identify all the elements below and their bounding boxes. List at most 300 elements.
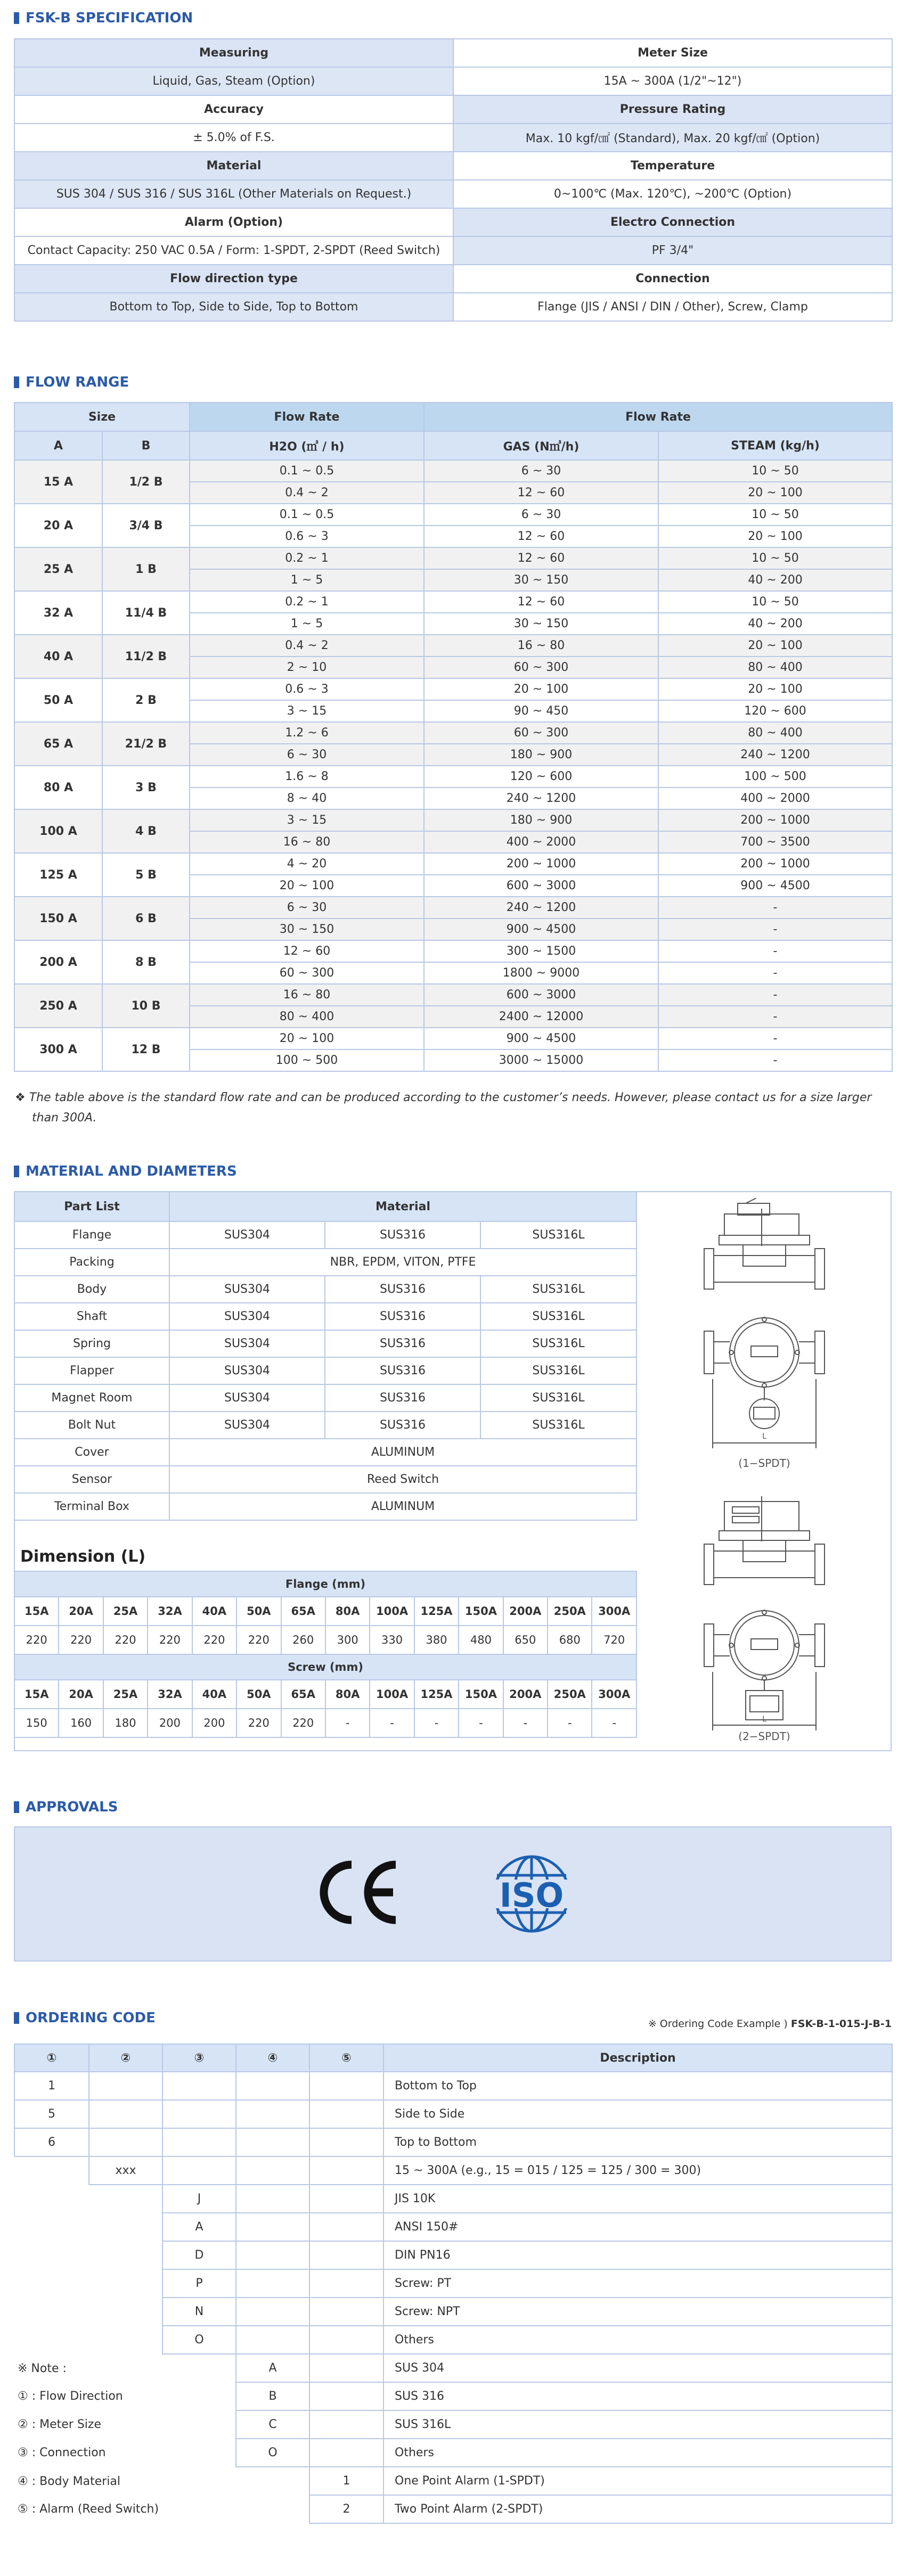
flange-value-cell: 220 xyxy=(103,1626,148,1654)
flow-size-a: 80 A xyxy=(14,766,102,809)
flow-size-b: 21/2 B xyxy=(102,722,190,766)
material-value: SUS316L xyxy=(480,1303,636,1330)
ordering-description: Top to Bottom xyxy=(383,2128,892,2156)
flow-gas-cell: 900 ~ 4500 xyxy=(424,918,658,940)
flow-size-b: 11/2 B xyxy=(102,635,190,678)
ordering-code-cell: C xyxy=(236,2410,309,2439)
material-value: SUS304 xyxy=(169,1330,325,1357)
ordering-row xyxy=(14,2185,892,2213)
drawing-1-caption: (1−SPDT) xyxy=(738,1457,790,1470)
flow-gas-cell: 600 ~ 3000 xyxy=(424,875,658,897)
flow-steam-cell: 400 ~ 2000 xyxy=(658,787,892,809)
ordering-code-cell xyxy=(309,2185,383,2213)
flow-gas-cell: 12 ~ 60 xyxy=(424,547,658,569)
ordering-code-cell xyxy=(162,2100,236,2128)
ordering-note-area xyxy=(14,2156,89,2185)
iso-logo-text: ISO xyxy=(499,1876,564,1915)
drawing-2-l-label: L xyxy=(762,1715,766,1724)
ordering-description: Others xyxy=(383,2326,892,2354)
material-section-title: MATERIAL AND DIAMETERS xyxy=(14,1162,237,1181)
flow-steam-cell: 10 ~ 50 xyxy=(658,504,892,526)
screw-size-cell: 80A xyxy=(325,1680,370,1709)
dimension-screw-title-row xyxy=(14,1654,636,1680)
ordering-description: Others xyxy=(383,2439,892,2467)
flow-gas-cell: 240 ~ 1200 xyxy=(424,897,658,918)
material-part-name: Terminal Box xyxy=(14,1493,169,1520)
spec-label: Connection xyxy=(453,265,892,293)
flow-h2o-cell: 0.1 ~ 0.5 xyxy=(190,460,424,482)
flow-steam-cell: 200 ~ 1000 xyxy=(658,853,892,875)
flow-size-a: 300 A xyxy=(14,1028,102,1071)
flange-value-cell: 220 xyxy=(192,1626,236,1654)
material-value: SUS304 xyxy=(169,1412,325,1439)
material-value: SUS316L xyxy=(480,1384,636,1412)
spec-value: PF 3/4" xyxy=(453,236,892,265)
ordering-example-code: FSK-B-1-015-J-B-1 xyxy=(790,2018,892,2030)
material-part-name: Packing xyxy=(14,1249,169,1276)
ordering-note-area xyxy=(14,2326,162,2354)
flow-steam-cell: - xyxy=(658,984,892,1006)
ordering-header-row xyxy=(14,2044,892,2072)
ordering-description: 15 ~ 300A (e.g., 15 = 015 / 125 = 125 / 300 = 300) xyxy=(383,2156,892,2185)
material-part-name: Body xyxy=(14,1276,169,1303)
spec-value: Bottom to Top, Side to Side, Top to Bottom xyxy=(14,293,453,321)
ordering-row xyxy=(14,2213,892,2241)
flow-h2o-cell: 20 ~ 100 xyxy=(190,875,424,897)
flow-h2o-cell: 1.2 ~ 6 xyxy=(190,722,424,744)
flow-note xyxy=(15,1088,888,1128)
flow-size-b: 3 B xyxy=(102,766,190,809)
flow-header-size: Size xyxy=(14,403,190,431)
ordering-code-cell: J xyxy=(162,2185,236,2213)
screw-value-cell: - xyxy=(503,1709,548,1737)
flow-gas-cell: 16 ~ 80 xyxy=(424,635,658,657)
ordering-code-cell xyxy=(162,2072,236,2100)
flange-value-cell: 720 xyxy=(592,1626,636,1654)
ordering-section-title: ORDERING CODE xyxy=(14,2008,156,2028)
material-row xyxy=(14,1384,636,1412)
ordering-row xyxy=(14,2439,892,2467)
dimension-title: Dimension (L) xyxy=(20,1547,146,1566)
ordering-code-cell xyxy=(236,2128,309,2156)
flow-gas-cell: 120 ~ 600 xyxy=(424,766,658,787)
flow-h2o-cell: 0.2 ~ 1 xyxy=(190,591,424,613)
screw-value-cell: - xyxy=(325,1709,370,1737)
spec-label: Electro Connection xyxy=(453,208,892,236)
approvals-panel xyxy=(14,1826,892,1962)
flow-h2o-cell: 60 ~ 300 xyxy=(190,962,424,984)
flow-note-text-1: The table above is the standard flow rate and can be produced according to the customer’s needs. However, please contact us for a size larger xyxy=(29,1091,872,1104)
flow-header-b: B xyxy=(102,431,190,460)
flow-steam-cell: 10 ~ 50 xyxy=(658,591,892,613)
ordering-code-table xyxy=(14,2044,893,2524)
screw-value-cell: - xyxy=(414,1709,459,1737)
spec-value: SUS 304 / SUS 316 / SUS 316L (Other Materials on Request.) xyxy=(14,180,453,208)
flow-h2o-cell: 20 ~ 100 xyxy=(190,1028,424,1049)
flow-h2o-cell: 1 ~ 5 xyxy=(190,569,424,591)
ordering-example xyxy=(648,2018,892,2030)
flange-value-cell: 220 xyxy=(14,1626,59,1654)
ordering-description: Side to Side xyxy=(383,2100,892,2128)
material-value: SUS316L xyxy=(480,1276,636,1303)
flow-steam-cell: - xyxy=(658,962,892,984)
ordering-row xyxy=(14,2326,892,2354)
flow-size-b: 8 B xyxy=(102,940,190,984)
ce-mark-logo xyxy=(319,1859,404,1925)
material-value: SUS316 xyxy=(325,1221,480,1249)
dimension-flange-title: Flange (mm) xyxy=(14,1571,636,1597)
material-value: SUS316 xyxy=(325,1384,480,1412)
screw-value-cell: - xyxy=(592,1709,636,1737)
flow-h2o-cell: 12 ~ 60 xyxy=(190,940,424,962)
screw-size-cell: 125A xyxy=(414,1680,459,1709)
dimension-screw-title: Screw (mm) xyxy=(14,1654,636,1680)
material-value: SUS316 xyxy=(325,1357,480,1384)
flange-value-cell: 650 xyxy=(503,1626,548,1654)
ordering-code-cell xyxy=(309,2326,383,2354)
flow-gas-cell: 3000 ~ 15000 xyxy=(424,1049,658,1071)
flow-gas-cell: 30 ~ 150 xyxy=(424,569,658,591)
ordering-code-cell xyxy=(236,2185,309,2213)
flow-gas-cell: 60 ~ 300 xyxy=(424,722,658,744)
ordering-code-cell: 1 xyxy=(309,2467,383,2495)
material-part-name: Cover xyxy=(14,1439,169,1466)
screw-value-cell: 180 xyxy=(103,1709,148,1737)
flow-gas-cell: 12 ~ 60 xyxy=(424,482,658,504)
flow-steam-cell: 120 ~ 600 xyxy=(658,700,892,722)
material-value: SUS304 xyxy=(169,1303,325,1330)
ordering-note-area xyxy=(14,2241,162,2269)
flow-note-line-2: than 300A. xyxy=(32,1111,97,1125)
flow-size-a: 32 A xyxy=(14,591,102,635)
material-row xyxy=(14,1221,636,1249)
screw-value-cell: 220 xyxy=(281,1709,325,1737)
flow-h2o-cell: 0.4 ~ 2 xyxy=(190,635,424,657)
ordering-header-cell: Description xyxy=(383,2044,892,2072)
flow-h2o-cell: 0.6 ~ 3 xyxy=(190,678,424,700)
material-value: SUS316L xyxy=(480,1357,636,1384)
ordering-code-cell: P xyxy=(162,2269,236,2298)
ordering-code-cell xyxy=(309,2213,383,2241)
flow-size-a: 100 A xyxy=(14,809,102,853)
flow-steam-cell: - xyxy=(658,1006,892,1028)
flow-row xyxy=(14,853,892,875)
flow-row xyxy=(14,1028,892,1049)
ordering-description: ANSI 150# xyxy=(383,2213,892,2241)
ordering-description: JIS 10K xyxy=(383,2185,892,2213)
spec-label: Material xyxy=(14,152,453,180)
material-row xyxy=(14,1466,636,1493)
ordering-header-cell: ③ xyxy=(162,2044,236,2072)
flow-steam-cell: 700 ~ 3500 xyxy=(658,831,892,853)
note-diamond-icon: ❖ xyxy=(15,1091,26,1104)
material-header-material: Material xyxy=(169,1192,636,1221)
spec-row xyxy=(14,180,892,208)
flow-h2o-cell: 8 ~ 40 xyxy=(190,787,424,809)
flow-h2o-cell: 80 ~ 400 xyxy=(190,1006,424,1028)
material-header-part: Part List xyxy=(14,1192,169,1221)
flange-size-cell: 32A xyxy=(148,1597,192,1626)
screw-size-cell: 50A xyxy=(236,1680,281,1709)
spec-label: Meter Size xyxy=(453,39,892,67)
ordering-row xyxy=(14,2410,892,2439)
ordering-code-cell: D xyxy=(162,2241,236,2269)
flange-value-cell: 680 xyxy=(548,1626,592,1654)
flow-h2o-cell: 0.2 ~ 1 xyxy=(190,547,424,569)
flow-note-line-1 xyxy=(15,1088,888,1108)
flow-row xyxy=(14,940,892,962)
dimension-table xyxy=(14,1571,637,1738)
material-part-name: Flapper xyxy=(14,1357,169,1384)
spec-value: Contact Capacity: 250 VAC 0.5A / Form: 1-SPDT, 2-SPDT (Reed Switch) xyxy=(14,236,453,265)
ordering-code-cell: A xyxy=(236,2354,309,2382)
flow-size-b: 10 B xyxy=(102,984,190,1028)
material-row xyxy=(14,1493,636,1520)
material-value: ALUMINUM xyxy=(169,1493,636,1520)
flow-h2o-cell: 0.1 ~ 0.5 xyxy=(190,504,424,526)
ordering-code-cell xyxy=(89,2100,162,2128)
spec-value: Liquid, Gas, Steam (Option) xyxy=(14,67,453,95)
spec-label: Pressure Rating xyxy=(453,95,892,124)
ordering-code-cell xyxy=(236,2072,309,2100)
flow-row xyxy=(14,591,892,613)
material-part-name: Bolt Nut xyxy=(14,1412,169,1439)
ordering-code-cell xyxy=(236,2298,309,2326)
screw-size-cell: 32A xyxy=(148,1680,192,1709)
flow-row xyxy=(14,547,892,569)
ordering-code-cell: xxx xyxy=(89,2156,162,2185)
ordering-code-cell xyxy=(309,2439,383,2467)
ordering-header-cell: ④ xyxy=(236,2044,309,2072)
flow-h2o-cell: 0.6 ~ 3 xyxy=(190,526,424,547)
flow-steam-cell: 10 ~ 50 xyxy=(658,460,892,482)
ordering-row xyxy=(14,2354,892,2382)
ordering-row xyxy=(14,2467,892,2495)
flow-h2o-cell: 30 ~ 150 xyxy=(190,918,424,940)
flange-value-cell: 380 xyxy=(414,1626,459,1654)
flange-value-cell: 220 xyxy=(59,1626,103,1654)
ordering-code-cell: O xyxy=(236,2439,309,2467)
flow-h2o-cell: 1 ~ 5 xyxy=(190,613,424,635)
ordering-code-cell: B xyxy=(236,2382,309,2410)
flange-size-cell: 300A xyxy=(592,1597,636,1626)
flange-size-cell: 50A xyxy=(236,1597,281,1626)
ordering-header-cell: ⑤ xyxy=(309,2044,383,2072)
ordering-row xyxy=(14,2298,892,2326)
spec-row xyxy=(14,208,892,236)
flange-size-cell: 20A xyxy=(59,1597,103,1626)
ordering-row xyxy=(14,2495,892,2523)
spec-row xyxy=(14,95,892,124)
ordering-code-cell xyxy=(236,2326,309,2354)
flange-value-cell: 220 xyxy=(236,1626,281,1654)
ordering-row xyxy=(14,2269,892,2298)
flow-size-a: 25 A xyxy=(14,547,102,591)
spec-label: Flow direction type xyxy=(14,265,453,293)
flow-h2o-cell: 3 ~ 15 xyxy=(190,809,424,831)
ordering-code-cell xyxy=(162,2156,236,2185)
ordering-note-line: ② : Meter Size xyxy=(14,2410,236,2439)
flow-steam-cell: - xyxy=(658,1028,892,1049)
flow-size-b: 12 B xyxy=(102,1028,190,1071)
ordering-code-cell xyxy=(309,2410,383,2439)
material-value: SUS304 xyxy=(169,1221,325,1249)
ordering-code-cell xyxy=(309,2241,383,2269)
flange-value-cell: 480 xyxy=(459,1626,503,1654)
material-value: SUS316L xyxy=(480,1330,636,1357)
flow-header-gas: GAS (N㎥/h) xyxy=(424,431,658,460)
ordering-code-cell xyxy=(309,2298,383,2326)
flow-size-a: 125 A xyxy=(14,853,102,897)
flow-row xyxy=(14,722,892,744)
flow-gas-cell: 2400 ~ 12000 xyxy=(424,1006,658,1028)
ordering-code-cell: N xyxy=(162,2298,236,2326)
flow-h2o-cell: 2 ~ 10 xyxy=(190,657,424,678)
screw-value-cell: 220 xyxy=(236,1709,281,1737)
flow-gas-cell: 12 ~ 60 xyxy=(424,526,658,547)
flow-h2o-cell: 16 ~ 80 xyxy=(190,984,424,1006)
screw-value-cell: - xyxy=(370,1709,414,1737)
ordering-description: SUS 316 xyxy=(383,2382,892,2410)
spec-row xyxy=(14,293,892,321)
ordering-note-area xyxy=(14,2213,162,2241)
flow-steam-cell: - xyxy=(658,940,892,962)
ordering-code-cell: 1 xyxy=(14,2072,89,2100)
screw-size-cell: 250A xyxy=(548,1680,592,1709)
flow-h2o-cell: 6 ~ 30 xyxy=(190,897,424,918)
spec-label: Measuring xyxy=(14,39,453,67)
drawing-1-l-label: L xyxy=(762,1432,766,1441)
ordering-header-cell: ② xyxy=(89,2044,162,2072)
ordering-code-cell: A xyxy=(162,2213,236,2241)
flange-size-cell: 40A xyxy=(192,1597,236,1626)
ordering-code-cell xyxy=(309,2156,383,2185)
dimension-flange-title-row xyxy=(14,1571,636,1597)
flow-gas-cell: 30 ~ 150 xyxy=(424,613,658,635)
flow-size-a: 50 A xyxy=(14,678,102,722)
material-part-name: Sensor xyxy=(14,1466,169,1493)
spec-value: Max. 10 kgf/㎠ (Standard), Max. 20 kgf/㎠ (Option) xyxy=(453,124,892,152)
spec-row xyxy=(14,152,892,180)
material-part-name: Shaft xyxy=(14,1303,169,1330)
ordering-row xyxy=(14,2128,892,2156)
flow-h2o-cell: 3 ~ 15 xyxy=(190,700,424,722)
ordering-description: SUS 304 xyxy=(383,2354,892,2382)
spec-value: 0~100℃ (Max. 120℃), ~200℃ (Option) xyxy=(453,180,892,208)
ordering-code-cell xyxy=(309,2128,383,2156)
ordering-code-cell xyxy=(309,2072,383,2100)
screw-value-cell: 150 xyxy=(14,1709,59,1737)
screw-size-cell: 20A xyxy=(59,1680,103,1709)
screw-size-cell: 100A xyxy=(370,1680,414,1709)
ordering-code-cell xyxy=(89,2072,162,2100)
ordering-note-area xyxy=(14,2298,162,2326)
flow-header-steam: STEAM (kg/h) xyxy=(658,431,892,460)
ordering-code-cell xyxy=(236,2213,309,2241)
flow-steam-cell: 20 ~ 100 xyxy=(658,635,892,657)
flange-size-cell: 80A xyxy=(325,1597,370,1626)
material-value: NBR, EPDM, VITON, PTFE xyxy=(169,1249,636,1276)
flow-header-flowrate-2: Flow Rate xyxy=(424,403,892,431)
flow-h2o-cell: 4 ~ 20 xyxy=(190,853,424,875)
flow-steam-cell: 80 ~ 400 xyxy=(658,722,892,744)
screw-value-cell: 160 xyxy=(59,1709,103,1737)
flow-header-h2o: H2O (㎥ / h) xyxy=(190,431,424,460)
approvals-section-title: APPROVALS xyxy=(14,1798,118,1817)
material-value: SUS316L xyxy=(480,1412,636,1439)
material-value: SUS304 xyxy=(169,1357,325,1384)
flow-gas-cell: 90 ~ 450 xyxy=(424,700,658,722)
flow-size-a: 40 A xyxy=(14,635,102,678)
flow-size-a: 65 A xyxy=(14,722,102,766)
ordering-header-cell: ① xyxy=(14,2044,89,2072)
flow-gas-cell: 180 ~ 900 xyxy=(424,744,658,766)
ordering-note-line: ⑤ : Alarm (Reed Switch) xyxy=(14,2495,309,2523)
flow-row xyxy=(14,460,892,482)
material-table xyxy=(14,1191,637,1521)
flow-gas-cell: 1800 ~ 9000 xyxy=(424,962,658,984)
flow-size-a: 150 A xyxy=(14,897,102,940)
material-value: ALUMINUM xyxy=(169,1439,636,1466)
ordering-row xyxy=(14,2241,892,2269)
material-row xyxy=(14,1439,636,1466)
ordering-description: One Point Alarm (1-SPDT) xyxy=(383,2467,892,2495)
flow-steam-cell: 240 ~ 1200 xyxy=(658,744,892,766)
spec-value: Flange (JIS / ANSI / DIN / Other), Screw, Clamp xyxy=(453,293,892,321)
ordering-code-cell xyxy=(236,2100,309,2128)
ordering-code-cell: O xyxy=(162,2326,236,2354)
flow-size-b: 2 B xyxy=(102,678,190,722)
ordering-row xyxy=(14,2382,892,2410)
flow-section-title: FLOW RANGE xyxy=(14,373,129,392)
material-part-name: Spring xyxy=(14,1330,169,1357)
flow-h2o-cell: 0.4 ~ 2 xyxy=(190,482,424,504)
ordering-note-line: ④ : Body Material xyxy=(14,2467,309,2495)
spec-row xyxy=(14,124,892,152)
ordering-note-line: ③ : Connection xyxy=(14,2439,236,2467)
flow-gas-cell: 6 ~ 30 xyxy=(424,460,658,482)
flow-steam-cell: 20 ~ 100 xyxy=(658,678,892,700)
flow-header-flowrate-1: Flow Rate xyxy=(190,403,424,431)
flow-size-b: 11/4 B xyxy=(102,591,190,635)
flange-size-cell: 150A xyxy=(459,1597,503,1626)
flow-h2o-cell: 100 ~ 500 xyxy=(190,1049,424,1071)
flow-size-b: 1/2 B xyxy=(102,460,190,504)
flow-gas-cell: 300 ~ 1500 xyxy=(424,940,658,962)
material-value: SUS316L xyxy=(480,1221,636,1249)
flange-value-cell: 300 xyxy=(325,1626,370,1654)
ordering-code-cell xyxy=(162,2128,236,2156)
flow-gas-cell: 200 ~ 1000 xyxy=(424,853,658,875)
ordering-code-cell xyxy=(309,2382,383,2410)
spec-value: ± 5.0% of F.S. xyxy=(14,124,453,152)
material-row xyxy=(14,1412,636,1439)
flange-value-cell: 220 xyxy=(148,1626,192,1654)
flow-steam-cell: 10 ~ 50 xyxy=(658,547,892,569)
flow-steam-cell: 20 ~ 100 xyxy=(658,482,892,504)
flow-steam-cell: - xyxy=(658,1049,892,1071)
ordering-description: Bottom to Top xyxy=(383,2072,892,2100)
flow-row xyxy=(14,809,892,831)
screw-value-cell: - xyxy=(459,1709,503,1737)
screw-size-row xyxy=(14,1680,636,1709)
flow-gas-cell: 400 ~ 2000 xyxy=(424,831,658,853)
flow-size-a: 20 A xyxy=(14,504,102,547)
flow-steam-cell: 100 ~ 500 xyxy=(658,766,892,787)
material-part-name: Magnet Room xyxy=(14,1384,169,1412)
material-value: SUS304 xyxy=(169,1276,325,1303)
flow-row xyxy=(14,897,892,918)
